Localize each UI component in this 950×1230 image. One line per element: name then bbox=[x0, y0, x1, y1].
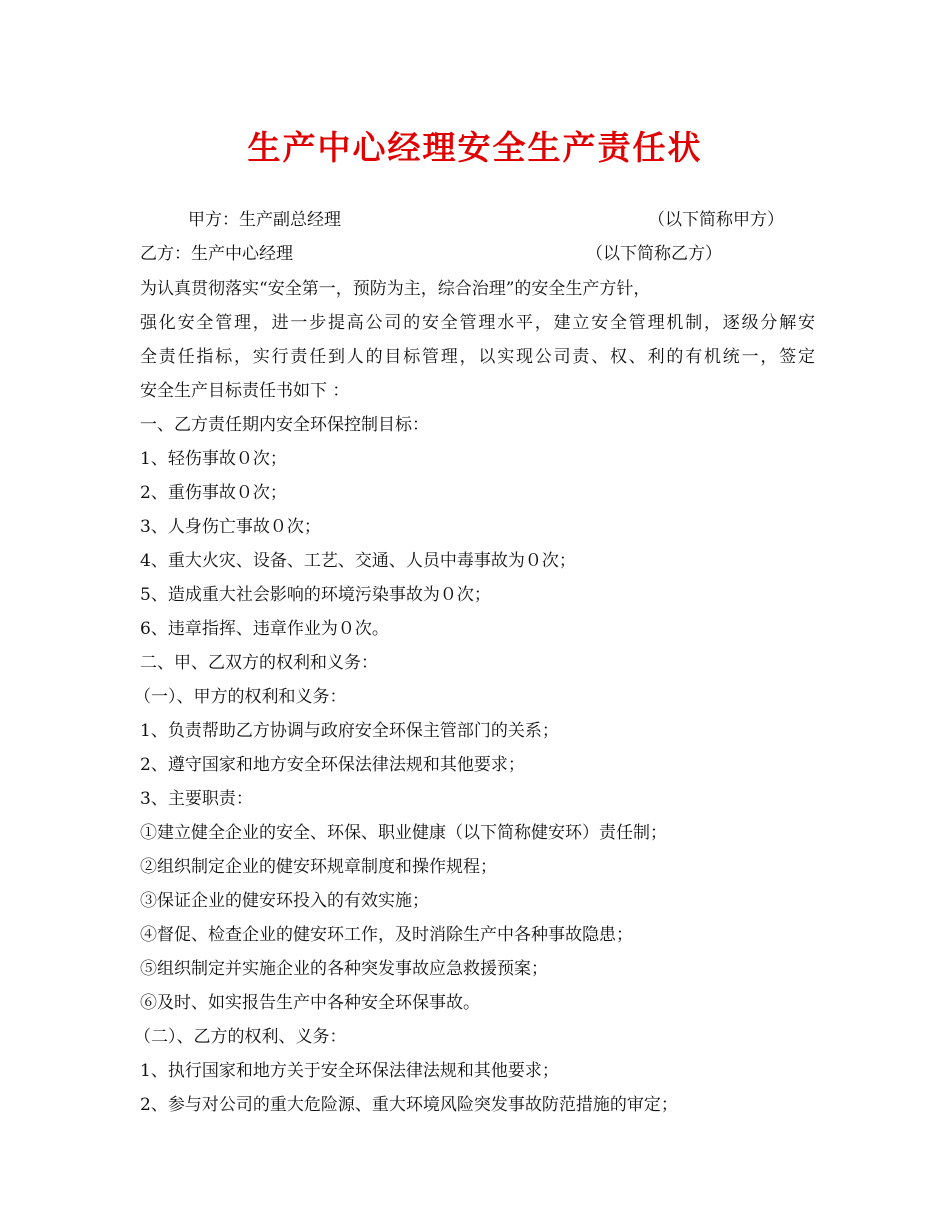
duty-item: ③保证企业的健安环投入的有效实施； bbox=[140, 891, 429, 911]
obligation-item: 2、遵守国家和地方安全环保法律法规和其他要求； bbox=[140, 755, 525, 775]
obligation-item: 1、执行国家和地方关于安全环保法律法规和其他要求； bbox=[140, 1061, 559, 1081]
subsection-heading: （二）、乙方的权利、义务： bbox=[134, 1027, 347, 1047]
intro-line: 安全生产目标责任书如下 ： bbox=[140, 381, 350, 401]
party-a-label: 甲方：生产副总经理 bbox=[188, 210, 341, 230]
duty-item: ②组织制定企业的健安环规章制度和操作规程； bbox=[140, 857, 497, 877]
party-a-note: （以下简称甲方） bbox=[648, 210, 784, 230]
target-item: 2、重伤事故０次； bbox=[140, 483, 287, 503]
duty-item: ①建立健全企业的安全、环保、职业健康（以下简称健安环）责任制； bbox=[140, 823, 667, 843]
section-heading: 二、甲、乙双方的权利和义务： bbox=[140, 653, 378, 673]
intro-line: 全责任指标，实行责任到人的目标管理，以实现公司责、权、利的有机统一，签定 bbox=[140, 347, 815, 367]
subsection-heading: （一）、甲方的权利和义务： bbox=[134, 687, 347, 707]
target-item: 6、违章指挥、违章作业为０次。 bbox=[140, 619, 389, 639]
obligation-item: 1、负责帮助乙方协调与政府安全环保主管部门的关系； bbox=[140, 721, 559, 741]
intro-line: 强化安全管理，进一步提高公司的安全管理水平，建立安全管理机制，逐级分解安 bbox=[140, 313, 815, 333]
document-title: 生产中心经理安全生产责任状 bbox=[247, 128, 703, 167]
document-body bbox=[134, 272, 815, 1122]
duty-item: ⑥及时、如实报告生产中各种安全环保事故。 bbox=[140, 993, 480, 1013]
section-heading: 一、乙方责任期内安全环保控制目标： bbox=[140, 415, 429, 435]
duty-item: ④督促、检查企业的健安环工作，及时消除生产中各种事故隐患； bbox=[140, 925, 633, 945]
target-item: 3、人身伤亡事故０次； bbox=[140, 517, 321, 537]
target-item: 4、重大火灾、设备、工艺、交通、人员中毒事故为０次； bbox=[140, 551, 576, 571]
duty-item: ⑤组织制定并实施企业的各种突发事故应急救援预案； bbox=[140, 959, 548, 979]
intro-line: 为认真贯彻落实“安全第一，预防为主，综合治理”的安全生产方针， bbox=[140, 279, 651, 299]
party-b-note: （以下简称乙方） bbox=[586, 244, 722, 264]
target-item: 1、轻伤事故０次； bbox=[140, 449, 287, 469]
obligation-item: 3、主要职责： bbox=[140, 789, 253, 809]
obligation-item: 2、参与对公司的重大危险源、重大环境风险突发事故防范措施的审定； bbox=[140, 1095, 678, 1115]
target-item: 5、造成重大社会影响的环境污染事故为０次； bbox=[140, 585, 491, 605]
party-b-label: 乙方：生产中心经理 bbox=[140, 244, 293, 264]
